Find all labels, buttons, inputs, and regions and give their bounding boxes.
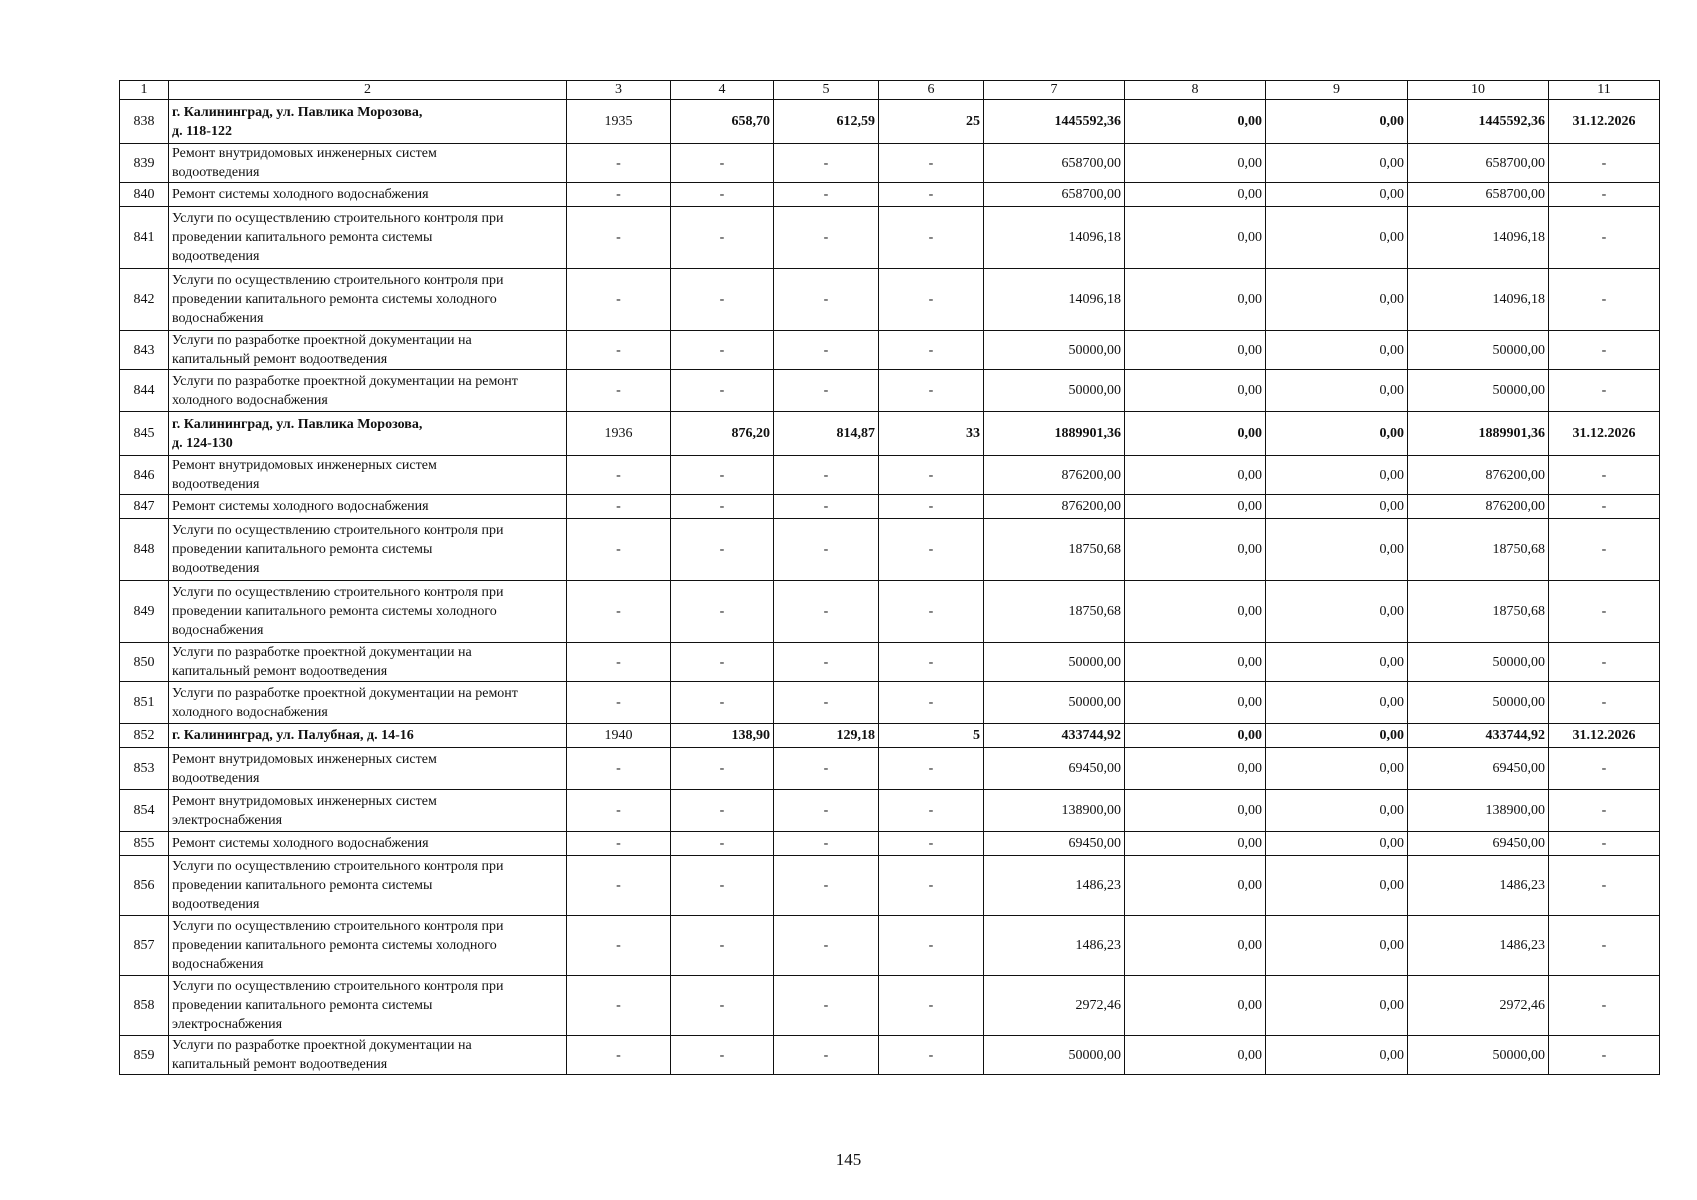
header-cell: 6 xyxy=(879,81,984,100)
col9-cell: 0,00 xyxy=(1266,976,1408,1036)
residents-cell: - xyxy=(879,916,984,976)
col9-cell: 0,00 xyxy=(1266,1036,1408,1075)
row-number: 853 xyxy=(120,748,169,790)
area-total-cell: - xyxy=(671,456,774,495)
total-cost-cell: 1445592,36 xyxy=(984,100,1125,144)
col8-cell: 0,00 xyxy=(1125,724,1266,748)
col8-cell: 0,00 xyxy=(1125,331,1266,370)
area-total-cell: - xyxy=(671,856,774,916)
total-cost-cell: 433744,92 xyxy=(984,724,1125,748)
col8-cell: 0,00 xyxy=(1125,856,1266,916)
year-cell: - xyxy=(567,856,671,916)
header-cell: 5 xyxy=(774,81,879,100)
row-number: 840 xyxy=(120,183,169,207)
area-living-cell: - xyxy=(774,976,879,1036)
area-living-cell: - xyxy=(774,790,879,832)
header-cell: 4 xyxy=(671,81,774,100)
column-number-header xyxy=(120,81,1660,100)
col10-cell: 2972,46 xyxy=(1408,976,1549,1036)
deadline-cell: - xyxy=(1549,581,1660,643)
residents-cell: - xyxy=(879,269,984,331)
area-total-cell: - xyxy=(671,748,774,790)
row-number: 848 xyxy=(120,519,169,581)
col9-cell: 0,00 xyxy=(1266,643,1408,682)
work-row xyxy=(120,456,1660,495)
col8-cell: 0,00 xyxy=(1125,269,1266,331)
row-number: 849 xyxy=(120,581,169,643)
deadline-cell: - xyxy=(1549,456,1660,495)
residents-cell: - xyxy=(879,495,984,519)
year-cell: 1935 xyxy=(567,100,671,144)
residents-cell: 33 xyxy=(879,412,984,456)
work-row xyxy=(120,643,1660,682)
col9-cell: 0,00 xyxy=(1266,916,1408,976)
col9-cell: 0,00 xyxy=(1266,581,1408,643)
col8-cell: 0,00 xyxy=(1125,456,1266,495)
row-number: 859 xyxy=(120,1036,169,1075)
col10-cell: 876200,00 xyxy=(1408,456,1549,495)
col10-cell: 14096,18 xyxy=(1408,269,1549,331)
col9-cell: 0,00 xyxy=(1266,748,1408,790)
area-total-cell: - xyxy=(671,832,774,856)
deadline-cell: - xyxy=(1549,682,1660,724)
col9-cell: 0,00 xyxy=(1266,832,1408,856)
header-cell: 1 xyxy=(120,81,169,100)
col10-cell: 138900,00 xyxy=(1408,790,1549,832)
total-cost-cell: 50000,00 xyxy=(984,331,1125,370)
residents-cell: - xyxy=(879,790,984,832)
work-row xyxy=(120,748,1660,790)
year-cell: - xyxy=(567,269,671,331)
deadline-cell: - xyxy=(1549,916,1660,976)
work-name: Услуги по осуществлению строительного контроля при проведении капитального ремонта системы холодного водоснабжения xyxy=(169,581,567,643)
area-living-cell: - xyxy=(774,832,879,856)
area-living-cell: - xyxy=(774,856,879,916)
area-living-cell: - xyxy=(774,370,879,412)
area-living-cell: - xyxy=(774,144,879,183)
year-cell: - xyxy=(567,682,671,724)
col9-cell: 0,00 xyxy=(1266,412,1408,456)
col9-cell: 0,00 xyxy=(1266,519,1408,581)
area-total-cell: - xyxy=(671,1036,774,1075)
total-cost-cell: 658700,00 xyxy=(984,183,1125,207)
work-name: Ремонт системы холодного водоснабжения xyxy=(169,832,567,856)
area-living-cell: 612,59 xyxy=(774,100,879,144)
year-cell: - xyxy=(567,519,671,581)
address-row xyxy=(120,724,1660,748)
work-name: Ремонт внутридомовых инженерных систем водоотведения xyxy=(169,144,567,183)
work-row xyxy=(120,682,1660,724)
work-name: Услуги по осуществлению строительного контроля при проведении капитального ремонта системы водоотведения xyxy=(169,519,567,581)
area-living-cell: - xyxy=(774,269,879,331)
col10-cell: 433744,92 xyxy=(1408,724,1549,748)
work-row xyxy=(120,183,1660,207)
total-cost-cell: 138900,00 xyxy=(984,790,1125,832)
year-cell: - xyxy=(567,207,671,269)
col8-cell: 0,00 xyxy=(1125,1036,1266,1075)
col10-cell: 50000,00 xyxy=(1408,331,1549,370)
area-living-cell: - xyxy=(774,331,879,370)
col9-cell: 0,00 xyxy=(1266,183,1408,207)
area-total-cell: - xyxy=(671,144,774,183)
header-cell: 7 xyxy=(984,81,1125,100)
work-name: Ремонт системы холодного водоснабжения xyxy=(169,495,567,519)
area-living-cell: - xyxy=(774,682,879,724)
col9-cell: 0,00 xyxy=(1266,331,1408,370)
deadline-cell: - xyxy=(1549,144,1660,183)
deadline-cell: - xyxy=(1549,643,1660,682)
work-row xyxy=(120,331,1660,370)
row-number: 850 xyxy=(120,643,169,682)
residents-cell: - xyxy=(879,456,984,495)
year-cell: - xyxy=(567,790,671,832)
work-row xyxy=(120,495,1660,519)
row-number: 855 xyxy=(120,832,169,856)
work-name: Услуги по осуществлению строительного контроля при проведении капитального ремонта системы водоотведения xyxy=(169,856,567,916)
year-cell: - xyxy=(567,456,671,495)
deadline-cell: 31.12.2026 xyxy=(1549,724,1660,748)
work-name: Услуги по разработке проектной документации на ремонт холодного водоснабжения xyxy=(169,682,567,724)
year-cell: - xyxy=(567,916,671,976)
total-cost-cell: 1889901,36 xyxy=(984,412,1125,456)
row-number: 847 xyxy=(120,495,169,519)
col10-cell: 50000,00 xyxy=(1408,370,1549,412)
col10-cell: 1889901,36 xyxy=(1408,412,1549,456)
total-cost-cell: 1486,23 xyxy=(984,916,1125,976)
col8-cell: 0,00 xyxy=(1125,144,1266,183)
work-name: Услуги по разработке проектной документации на ремонт холодного водоснабжения xyxy=(169,370,567,412)
area-living-cell: - xyxy=(774,916,879,976)
work-name: Услуги по осуществлению строительного контроля при проведении капитального ремонта системы холодного водоснабжения xyxy=(169,269,567,331)
work-row xyxy=(120,370,1660,412)
col8-cell: 0,00 xyxy=(1125,370,1266,412)
total-cost-cell: 69450,00 xyxy=(984,832,1125,856)
col9-cell: 0,00 xyxy=(1266,456,1408,495)
area-total-cell: - xyxy=(671,643,774,682)
deadline-cell: - xyxy=(1549,269,1660,331)
residents-cell: - xyxy=(879,519,984,581)
residents-cell: - xyxy=(879,976,984,1036)
work-name: г. Калининград, ул. Павлика Морозова, д. 124-130 xyxy=(169,412,567,456)
total-cost-cell: 658700,00 xyxy=(984,144,1125,183)
col10-cell: 69450,00 xyxy=(1408,832,1549,856)
col8-cell: 0,00 xyxy=(1125,100,1266,144)
residents-cell: - xyxy=(879,1036,984,1075)
area-living-cell: - xyxy=(774,748,879,790)
area-total-cell: - xyxy=(671,790,774,832)
col8-cell: 0,00 xyxy=(1125,412,1266,456)
col10-cell: 658700,00 xyxy=(1408,183,1549,207)
year-cell: - xyxy=(567,183,671,207)
col9-cell: 0,00 xyxy=(1266,495,1408,519)
work-name: г. Калининград, ул. Палубная, д. 14-16 xyxy=(169,724,567,748)
residents-cell: - xyxy=(879,748,984,790)
row-number: 838 xyxy=(120,100,169,144)
total-cost-cell: 50000,00 xyxy=(984,370,1125,412)
header-cell: 10 xyxy=(1408,81,1549,100)
area-total-cell: 138,90 xyxy=(671,724,774,748)
deadline-cell: - xyxy=(1549,495,1660,519)
area-total-cell: - xyxy=(671,183,774,207)
deadline-cell: 31.12.2026 xyxy=(1549,100,1660,144)
total-cost-cell: 69450,00 xyxy=(984,748,1125,790)
col10-cell: 18750,68 xyxy=(1408,519,1549,581)
header-cell: 8 xyxy=(1125,81,1266,100)
residents-cell: - xyxy=(879,832,984,856)
deadline-cell: 31.12.2026 xyxy=(1549,412,1660,456)
area-total-cell: - xyxy=(671,370,774,412)
residents-cell: - xyxy=(879,581,984,643)
work-name: Ремонт системы холодного водоснабжения xyxy=(169,183,567,207)
deadline-cell: - xyxy=(1549,1036,1660,1075)
col8-cell: 0,00 xyxy=(1125,581,1266,643)
deadline-cell: - xyxy=(1549,331,1660,370)
deadline-cell: - xyxy=(1549,207,1660,269)
row-number: 852 xyxy=(120,724,169,748)
area-total-cell: - xyxy=(671,495,774,519)
row-number: 842 xyxy=(120,269,169,331)
area-living-cell: 814,87 xyxy=(774,412,879,456)
total-cost-cell: 50000,00 xyxy=(984,682,1125,724)
residents-cell: - xyxy=(879,183,984,207)
total-cost-cell: 14096,18 xyxy=(984,269,1125,331)
header-cell: 3 xyxy=(567,81,671,100)
col10-cell: 1486,23 xyxy=(1408,856,1549,916)
work-row xyxy=(120,144,1660,183)
residents-cell: - xyxy=(879,643,984,682)
deadline-cell: - xyxy=(1549,790,1660,832)
row-number: 856 xyxy=(120,856,169,916)
area-total-cell: 658,70 xyxy=(671,100,774,144)
year-cell: - xyxy=(567,495,671,519)
col10-cell: 1445592,36 xyxy=(1408,100,1549,144)
col9-cell: 0,00 xyxy=(1266,100,1408,144)
work-row xyxy=(120,269,1660,331)
col9-cell: 0,00 xyxy=(1266,790,1408,832)
area-living-cell: - xyxy=(774,456,879,495)
work-row xyxy=(120,790,1660,832)
col8-cell: 0,00 xyxy=(1125,519,1266,581)
row-number: 854 xyxy=(120,790,169,832)
row-number: 839 xyxy=(120,144,169,183)
residents-cell: - xyxy=(879,144,984,183)
col10-cell: 876200,00 xyxy=(1408,495,1549,519)
area-total-cell: - xyxy=(671,519,774,581)
col9-cell: 0,00 xyxy=(1266,269,1408,331)
col10-cell: 50000,00 xyxy=(1408,682,1549,724)
deadline-cell: - xyxy=(1549,519,1660,581)
deadline-cell: - xyxy=(1549,856,1660,916)
col8-cell: 0,00 xyxy=(1125,790,1266,832)
deadline-cell: - xyxy=(1549,748,1660,790)
col8-cell: 0,00 xyxy=(1125,183,1266,207)
work-name: Услуги по осуществлению строительного контроля при проведении капитального ремонта системы холодного водоснабжения xyxy=(169,916,567,976)
work-name: Ремонт внутридомовых инженерных систем электроснабжения xyxy=(169,790,567,832)
area-total-cell: 876,20 xyxy=(671,412,774,456)
deadline-cell: - xyxy=(1549,976,1660,1036)
work-name: Услуги по осуществлению строительного контроля при проведении капитального ремонта системы водоотведения xyxy=(169,207,567,269)
area-living-cell: - xyxy=(774,1036,879,1075)
area-living-cell: 129,18 xyxy=(774,724,879,748)
area-living-cell: - xyxy=(774,207,879,269)
work-row xyxy=(120,1036,1660,1075)
col10-cell: 50000,00 xyxy=(1408,1036,1549,1075)
col8-cell: 0,00 xyxy=(1125,682,1266,724)
header-cell: 9 xyxy=(1266,81,1408,100)
year-cell: - xyxy=(567,643,671,682)
deadline-cell: - xyxy=(1549,832,1660,856)
year-cell: - xyxy=(567,581,671,643)
year-cell: - xyxy=(567,144,671,183)
row-number: 843 xyxy=(120,331,169,370)
col8-cell: 0,00 xyxy=(1125,748,1266,790)
col9-cell: 0,00 xyxy=(1266,370,1408,412)
total-cost-cell: 18750,68 xyxy=(984,581,1125,643)
col8-cell: 0,00 xyxy=(1125,916,1266,976)
area-total-cell: - xyxy=(671,682,774,724)
total-cost-cell: 876200,00 xyxy=(984,495,1125,519)
area-living-cell: - xyxy=(774,643,879,682)
col10-cell: 1486,23 xyxy=(1408,916,1549,976)
residents-cell: - xyxy=(879,207,984,269)
residents-cell: - xyxy=(879,370,984,412)
work-name: Услуги по разработке проектной документации на капитальный ремонт водоотведения xyxy=(169,643,567,682)
page-number: 145 xyxy=(835,1150,862,1169)
area-total-cell: - xyxy=(671,581,774,643)
col10-cell: 50000,00 xyxy=(1408,643,1549,682)
total-cost-cell: 50000,00 xyxy=(984,643,1125,682)
area-living-cell: - xyxy=(774,581,879,643)
col10-cell: 69450,00 xyxy=(1408,748,1549,790)
work-row xyxy=(120,581,1660,643)
total-cost-cell: 14096,18 xyxy=(984,207,1125,269)
address-row xyxy=(120,412,1660,456)
col9-cell: 0,00 xyxy=(1266,724,1408,748)
year-cell: - xyxy=(567,370,671,412)
year-cell: - xyxy=(567,748,671,790)
total-cost-cell: 50000,00 xyxy=(984,1036,1125,1075)
work-name: Ремонт внутридомовых инженерных систем водоотведения xyxy=(169,748,567,790)
deadline-cell: - xyxy=(1549,370,1660,412)
area-total-cell: - xyxy=(671,207,774,269)
col9-cell: 0,00 xyxy=(1266,144,1408,183)
row-number: 851 xyxy=(120,682,169,724)
area-total-cell: - xyxy=(671,331,774,370)
row-number: 857 xyxy=(120,916,169,976)
work-name: Услуги по разработке проектной документации на капитальный ремонт водоотведения xyxy=(169,331,567,370)
total-cost-cell: 1486,23 xyxy=(984,856,1125,916)
header-cell: 11 xyxy=(1549,81,1660,100)
work-row xyxy=(120,976,1660,1036)
work-name: Услуги по осуществлению строительного контроля при проведении капитального ремонта системы электроснабжения xyxy=(169,976,567,1036)
col9-cell: 0,00 xyxy=(1266,207,1408,269)
row-number: 846 xyxy=(120,456,169,495)
col10-cell: 18750,68 xyxy=(1408,581,1549,643)
row-number: 841 xyxy=(120,207,169,269)
area-living-cell: - xyxy=(774,519,879,581)
year-cell: - xyxy=(567,976,671,1036)
area-total-cell: - xyxy=(671,269,774,331)
year-cell: 1936 xyxy=(567,412,671,456)
area-living-cell: - xyxy=(774,183,879,207)
address-row xyxy=(120,100,1660,144)
header-cell: 2 xyxy=(169,81,567,100)
col8-cell: 0,00 xyxy=(1125,207,1266,269)
works-table xyxy=(119,80,1660,1075)
total-cost-cell: 2972,46 xyxy=(984,976,1125,1036)
total-cost-cell: 876200,00 xyxy=(984,456,1125,495)
area-living-cell: - xyxy=(774,495,879,519)
work-row xyxy=(120,832,1660,856)
work-name: Услуги по разработке проектной документации на капитальный ремонт водоотведения xyxy=(169,1036,567,1075)
row-number: 858 xyxy=(120,976,169,1036)
work-row xyxy=(120,519,1660,581)
col10-cell: 658700,00 xyxy=(1408,144,1549,183)
col8-cell: 0,00 xyxy=(1125,832,1266,856)
year-cell: - xyxy=(567,331,671,370)
col9-cell: 0,00 xyxy=(1266,856,1408,916)
area-total-cell: - xyxy=(671,916,774,976)
residents-cell: - xyxy=(879,682,984,724)
work-name: г. Калининград, ул. Павлика Морозова, д. 118-122 xyxy=(169,100,567,144)
col8-cell: 0,00 xyxy=(1125,976,1266,1036)
residents-cell: - xyxy=(879,856,984,916)
col8-cell: 0,00 xyxy=(1125,643,1266,682)
residents-cell: 25 xyxy=(879,100,984,144)
work-row xyxy=(120,916,1660,976)
col9-cell: 0,00 xyxy=(1266,682,1408,724)
col10-cell: 14096,18 xyxy=(1408,207,1549,269)
row-number: 845 xyxy=(120,412,169,456)
year-cell: 1940 xyxy=(567,724,671,748)
total-cost-cell: 18750,68 xyxy=(984,519,1125,581)
table-body xyxy=(120,81,1660,1075)
year-cell: - xyxy=(567,832,671,856)
work-row xyxy=(120,856,1660,916)
row-number: 844 xyxy=(120,370,169,412)
year-cell: - xyxy=(567,1036,671,1075)
work-name: Ремонт внутридомовых инженерных систем водоотведения xyxy=(169,456,567,495)
residents-cell: 5 xyxy=(879,724,984,748)
deadline-cell: - xyxy=(1549,183,1660,207)
residents-cell: - xyxy=(879,331,984,370)
work-row xyxy=(120,207,1660,269)
col8-cell: 0,00 xyxy=(1125,495,1266,519)
area-total-cell: - xyxy=(671,976,774,1036)
